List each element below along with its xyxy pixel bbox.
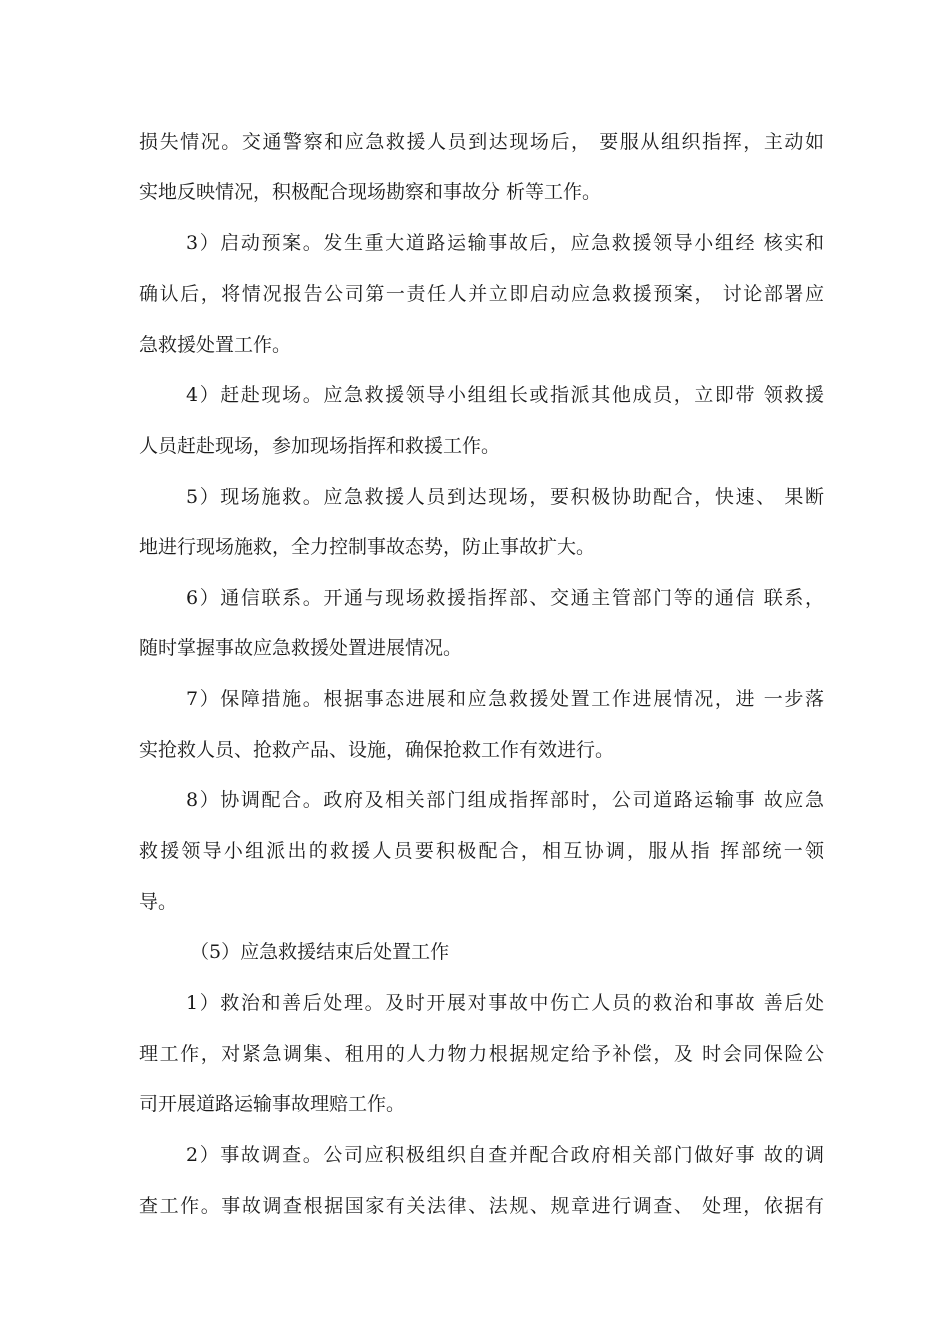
text-line: 损失情况。交通警察和应急救援人员到达现场后， 要服从组织指挥，主动如 — [139, 131, 824, 153]
text-line: 查工作。事故调查根据国家有关法律、法规、规章进行调查、 处理，依据有 — [139, 1195, 824, 1217]
text-line: 地进行现场施救，全力控制事故态势，防止事故扩大。 — [139, 536, 596, 558]
text-line: 实地反映情况，积极配合现场勘察和事故分 析等工作。 — [139, 181, 602, 203]
text-line: 实抢救人员、抢救产品、设施，确保抢救工作有效进行。 — [139, 739, 615, 761]
text-line: 4）赶赴现场。应急救援领导小组组长或指派其他成员，立即带 领救援 — [186, 384, 824, 406]
text-line: 急救援处置工作。 — [139, 334, 292, 356]
text-line: 3）启动预案。发生重大道路运输事故后，应急救援领导小组经 核实和 — [186, 232, 824, 254]
text-line: 1）救治和善后处理。及时开展对事故中伤亡人员的救治和事故 善后处 — [186, 992, 824, 1014]
text-line: 2）事故调查。公司应积极组织自查并配合政府相关部门做好事 故的调 — [186, 1144, 824, 1166]
text-line: 导。 — [139, 891, 178, 913]
text-line: 确认后，将情况报告公司第一责任人并立即启动应急救援预案， 讨论部署应 — [139, 283, 824, 305]
section-heading: （5）应急救援结束后处置工作 — [190, 941, 450, 963]
text-line: 5）现场施救。应急救援人员到达现场，要积极协助配合，快速、 果断 — [186, 486, 824, 508]
text-line: 人员赶赴现场，参加现场指挥和救援工作。 — [139, 435, 501, 457]
text-line: 司开展道路运输事故理赔工作。 — [139, 1093, 406, 1115]
text-line: 随时掌握事故应急救援处置进展情况。 — [139, 637, 463, 659]
text-line: 7）保障措施。根据事态进展和应急救援处置工作进展情况，进 一步落 — [186, 688, 824, 710]
text-line: 理工作，对紧急调集、租用的人力物力根据规定给予补偿，及 时会同保险公 — [139, 1043, 824, 1065]
text-line: 救援领导小组派出的救援人员要积极配合，相互协调，服从指 挥部统一领 — [139, 840, 824, 862]
text-line: 8）协调配合。政府及相关部门组成指挥部时，公司道路运输事 故应急 — [186, 789, 824, 811]
text-line: 6）通信联系。开通与现场救援指挥部、交通主管部门等的通信 联系， — [186, 587, 824, 609]
